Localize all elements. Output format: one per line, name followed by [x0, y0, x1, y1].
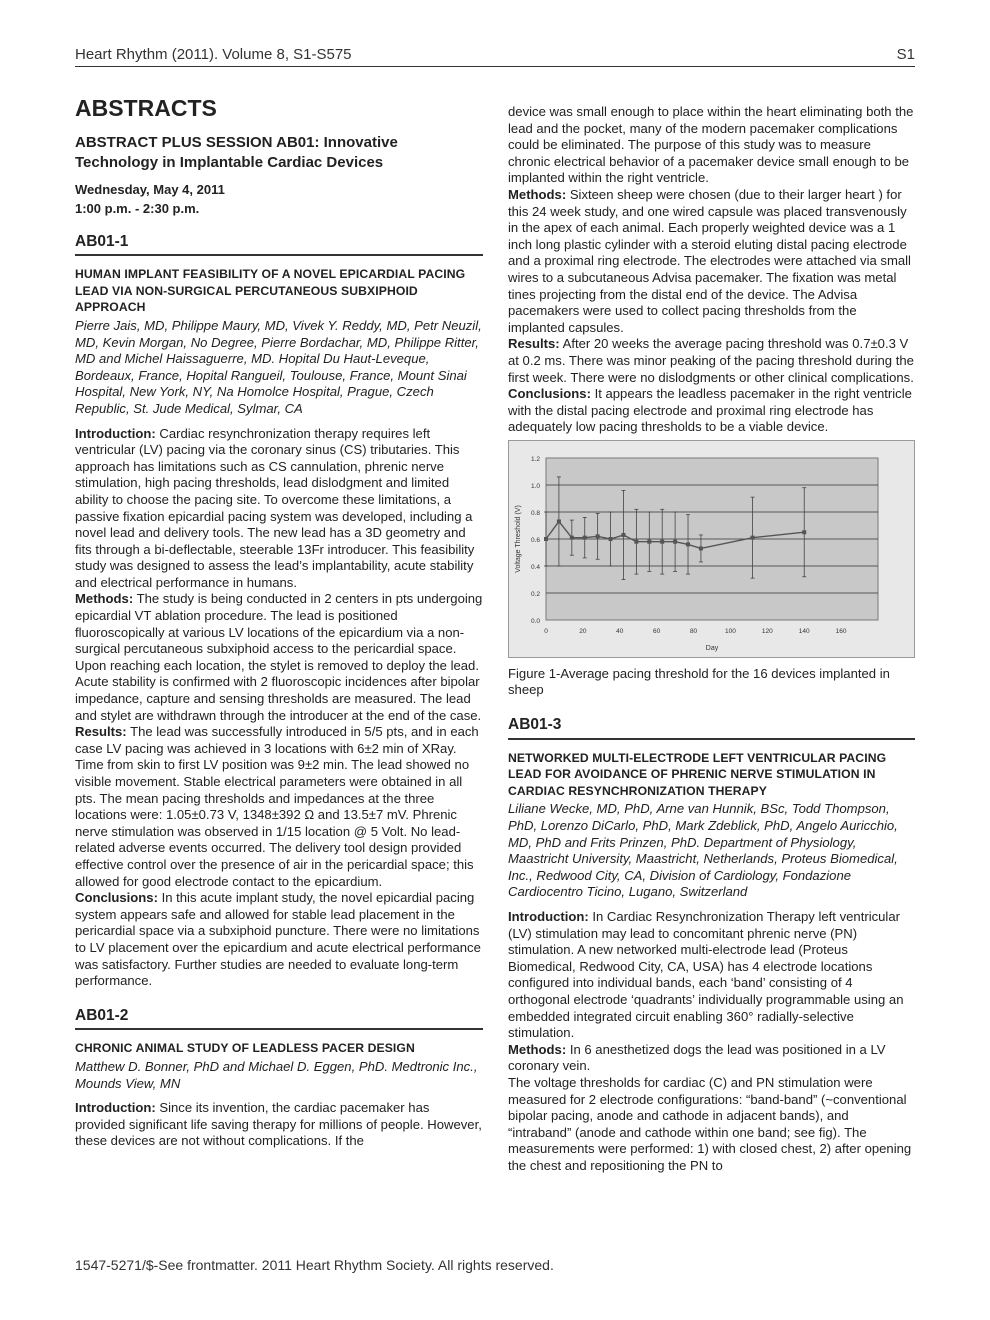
data-point [557, 519, 561, 523]
x-tick-label: 20 [579, 627, 587, 635]
intro-text-cont: device was small enough to place within the heart eliminating both the lead and the pocket, many of the modern pacemaker complications could be eliminated. The purpose of this study was to measure chronic electrical behavior of a pacemaker device small enough to be implanted within the right ventricle. [508, 104, 914, 186]
intro-paragraph-ab01-3 [508, 909, 915, 1042]
intro-text: Cardiac resynchronization therapy requires left ventricular (LV) pacing via the coronary sinus (CS) tributaries. This approach has limitations such as CS cannulation, phrenic nerve stimulation, high pacing thresholds, lead dislodgment and limited ability to choose the pacing site. To overcome these limitations, a passive fixation epicardial pacing system was developed, including a novel lead and delivery tools. The new lead has a 3D geometry and fits through a bi-deflectable, steerable 13Fr introducer. This feasibility study was designed to assess the lead’s implantability, acute stability and electrical performance in humans. [75, 425, 475, 590]
abstract-title-ab01-3: NETWORKED MULTI-ELECTRODE LEFT VENTRICULAR PACING LEAD FOR AVOIDANCE OF PHRENIC NERVE STIMULATION IN CARDIAC RESYNCHRONIZATION THERAPY [508, 750, 887, 798]
intro-text-start: Since its invention, the cardiac pacemaker has provided significant life saving therapy for millions of people. However, these devices are not without complications. If the [75, 1100, 482, 1149]
y-tick-label: 1.0 [530, 482, 540, 490]
abstract-id-ab01-2: AB01-2 [75, 1008, 483, 1031]
methods-label: Methods: [508, 1041, 567, 1057]
results-paragraph-ab01-1 [75, 724, 483, 890]
x-axis-label: Day [705, 644, 719, 652]
methods-text: Sixteen sheep were chosen (due to their larger heart ) for this 24 week study, and one wired capsule was placed transvenously in the apex of each animal. Each properly weighted device was a 1 inch long plastic cylinder with a steroid eluting distal pacing electrode and a proximal ring electrode. The electrodes were attached via small wires to a subcutaneous Advisa pacemaker. The fixation was metal tines projecting from the distal end of the device. The Advisa pacemakers were used to collect pacing thresholds from the implanted capsules. [508, 186, 911, 335]
methods-label: Methods: [508, 186, 567, 202]
methods-paragraph-ab01-3 [508, 1042, 915, 1075]
conclusions-label: Conclusions: [75, 890, 158, 906]
results-text: The lead was successfully introduced in 5/5 pts, and in each case LV pacing was achieved in 3 locations with 6±2 min of XRay. Time from skin to first LV position was 9±2 min. The lead showed no visible movement. Stable electrical parameters were obtained in all pts. The mean pacing thresholds and impedances at the three locations were: 1.05±0.73 V, 1348±392 Ω and 13.5±7 mV. Phrenic nerve stimulation was observed in 1/15 location @ 5 Volt. No lead-related adverse events occurred. The delivery tool design provided effective control over the presence of air in the pericardial space; this allowed for good electrode contact to the epicardium. [75, 724, 479, 889]
methods-label: Methods: [75, 591, 134, 607]
results-paragraph-ab01-2 [508, 336, 915, 386]
y-axis-label: Voltage Threshold (V) [515, 505, 522, 573]
abstracts-heading: ABSTRACTS [75, 95, 217, 121]
abstract-id-ab01-1: AB01-1 [75, 234, 483, 257]
y-tick-label: 1.2 [530, 455, 540, 463]
conclusions-label: Conclusions: [508, 386, 591, 402]
session-time: 1:00 p.m. - 2:30 p.m. [75, 200, 200, 216]
running-header [75, 44, 915, 67]
methods-paragraph-ab01-1 [75, 591, 483, 724]
x-tick-label: 60 [653, 627, 661, 635]
y-tick-label: 0.2 [530, 590, 540, 598]
abstract-authors-ab01-1: Pierre Jais, MD, Philippe Maury, MD, Vivek Y. Reddy, MD, Petr Neuzil, MD, Kevin Morgan, No Degree, Pierre Bordachar, MD, Philippe Ritter, MD and Michel Haissaguerre, MD. Hopital Du Haut-Leveque, Bordeaux, France, Hopital Rangueil, Toulouse, France, Mount Sinai Hospital, New York, NY, Na Homolce Hospital, Prague, Czech Republic, St. Jude Medical, Sylmar, CA [75, 317, 482, 416]
results-label: Results: [508, 336, 560, 352]
data-point [609, 537, 613, 541]
data-point [660, 540, 664, 544]
data-point [544, 537, 548, 541]
data-point [596, 534, 600, 538]
methods-paragraph-ab01-3-cont: The voltage thresholds for cardiac (C) and PN stimulation were measured for 2 electrode configurations: “band-band” (~conventional bipolar pacing, anode and cathode in adjacent bands), and “intraband” (anode and cathode within one band; see fig). The measurements were performed: 1) with closed chest, 2) after opening the chest and repositioning the PN to [508, 1074, 912, 1173]
session-date: Wednesday, May 4, 2011 [75, 181, 225, 197]
intro-label: Introduction: [508, 909, 589, 924]
intro-paragraph-ab01-2-start [75, 1100, 483, 1150]
conclusions-paragraph-ab01-1 [75, 890, 483, 990]
data-point [673, 540, 677, 544]
data-point [699, 546, 703, 550]
intro-label: Introduction: [75, 425, 156, 441]
page-number: S1 [896, 46, 915, 63]
y-tick-label: 0.6 [530, 536, 540, 544]
journal-citation: Heart Rhythm (2011). Volume 8, S1-S575 [75, 46, 352, 63]
conclusions-text: In this acute implant study, the novel epicardial pacing system appears safe and allowed for stable lead placement in the pericardial space via a subxiphoid puncture. There were no limitations to LV placement over the epicardium and acute electrical performance was satisfactory. Further studies are needed to evaluate long-term performance. [75, 890, 481, 989]
data-point [634, 540, 638, 544]
pacing-threshold-chart [508, 440, 915, 658]
abstract-authors-ab01-3: Liliane Wecke, MD, PhD, Arne van Hunnik, BSc, Todd Thompson, PhD, Lorenzo DiCarlo, PhD, Mark Zdeblick, PhD, Angelo Auricchio, MD, PhD and Frits Prinzen, PhD. Department of Physiology, Maastricht University, Maastricht, Netherlands, Proteus Biomedical, Inc., Redwood City, CA, Division of Cardiology, Fondazione Cardiocentro Ticino, Lugano, Switzerland [508, 801, 898, 900]
data-point [751, 536, 755, 540]
abstract-title-ab01-1: HUMAN IMPLANT FEASIBILITY OF A NOVEL EPICARDIAL PACING LEAD VIA NON-SURGICAL PERCUTANEOUS SUBXIPHOID APPROACH [75, 267, 466, 315]
data-point [802, 530, 806, 534]
figure-caption: Figure 1-Average pacing threshold for the 16 devices implanted in sheep [508, 665, 890, 698]
abstract-id-ab01-3: AB01-3 [508, 717, 915, 740]
intro-paragraph-ab01-2-cont [508, 104, 915, 187]
data-point [621, 533, 625, 537]
footer-copyright: 1547-5271/$-See frontmatter. 2011 Heart Rhythm Society. All rights reserved. [75, 1257, 554, 1273]
x-tick-label: 120 [761, 627, 773, 635]
results-text: After 20 weeks the average pacing threshold was 0.7±0.3 V at 0.2 ms. There was minor peaking of the pacing threshold during the first week. There were no dislodgments or other clinical complications. [508, 336, 914, 385]
y-tick-label: 0.0 [530, 617, 540, 625]
results-label: Results: [75, 724, 127, 740]
abstract-authors-ab01-2: Matthew D. Bonner, PhD and Michael D. Eggen, PhD. Medtronic Inc., Mounds View, MN [75, 1058, 478, 1091]
data-point [570, 536, 574, 540]
data-point [686, 542, 690, 546]
intro-text: In Cardiac Resynchronization Therapy left ventricular (LV) stimulation may lead to concomitant phrenic nerve (PN) stimulation. A new networked multi-electrode lead (Proteus Biomedical, Redwood City, CA, USA) has 4 electrode locations configured into individual bands, each ‘band’ consisting of 4 orthogonal electrode ‘quadrants’ individually programmable using an embedded integrated circuit enabling 360° radially-selective stimulation. [508, 909, 904, 1041]
y-tick-label: 0.4 [530, 563, 540, 571]
y-tick-label: 0.8 [530, 509, 540, 517]
session-title: ABSTRACT PLUS SESSION AB01: Innovative Technology in Implantable Cardiac Devices [75, 133, 398, 171]
x-tick-label: 80 [689, 627, 698, 635]
methods-paragraph-ab01-2 [508, 187, 915, 336]
methods-text: The study is being conducted in 2 centers in pts undergoing epicardial VT ablation procedure. The lead is positioned fluoroscopically at various LV locations of the epicardium via a non-surgical percutaneous subxiphoid access to the pericardial space. Upon reaching each location, the stylet is removed to deploy the lead. Acute stability is confirmed with 2 fluoroscopic incidences after bipolar impedance, capture and sensing thresholds are measured. The lead and stylet are withdrawn through the introducer at the end of the case. [75, 591, 483, 723]
methods-text: In 6 anesthetized dogs the lead was positioned in a LV coronary vein. [508, 1041, 886, 1074]
x-tick-label: 160 [835, 627, 847, 635]
intro-paragraph-ab01-1 [75, 426, 483, 592]
data-point [647, 540, 651, 544]
conclusions-text: It appears the leadless pacemaker in the right ventricle with the distal pacing electrode and proximal ring electrode has adequately low pacing thresholds to be a viable device. [508, 386, 912, 435]
right-column [508, 104, 915, 1175]
x-tick-label: 140 [798, 627, 810, 635]
abstract-title-ab01-2: CHRONIC ANIMAL STUDY OF LEADLESS PACER DESIGN [75, 1041, 415, 1056]
conclusions-paragraph-ab01-2 [508, 386, 915, 436]
data-point [583, 536, 587, 540]
x-tick-label: 100 [725, 627, 736, 635]
x-tick-label: 40 [616, 627, 624, 635]
intro-label: Introduction: [75, 1100, 156, 1116]
left-column [75, 95, 483, 1150]
x-tick-label: 0 [544, 627, 548, 635]
